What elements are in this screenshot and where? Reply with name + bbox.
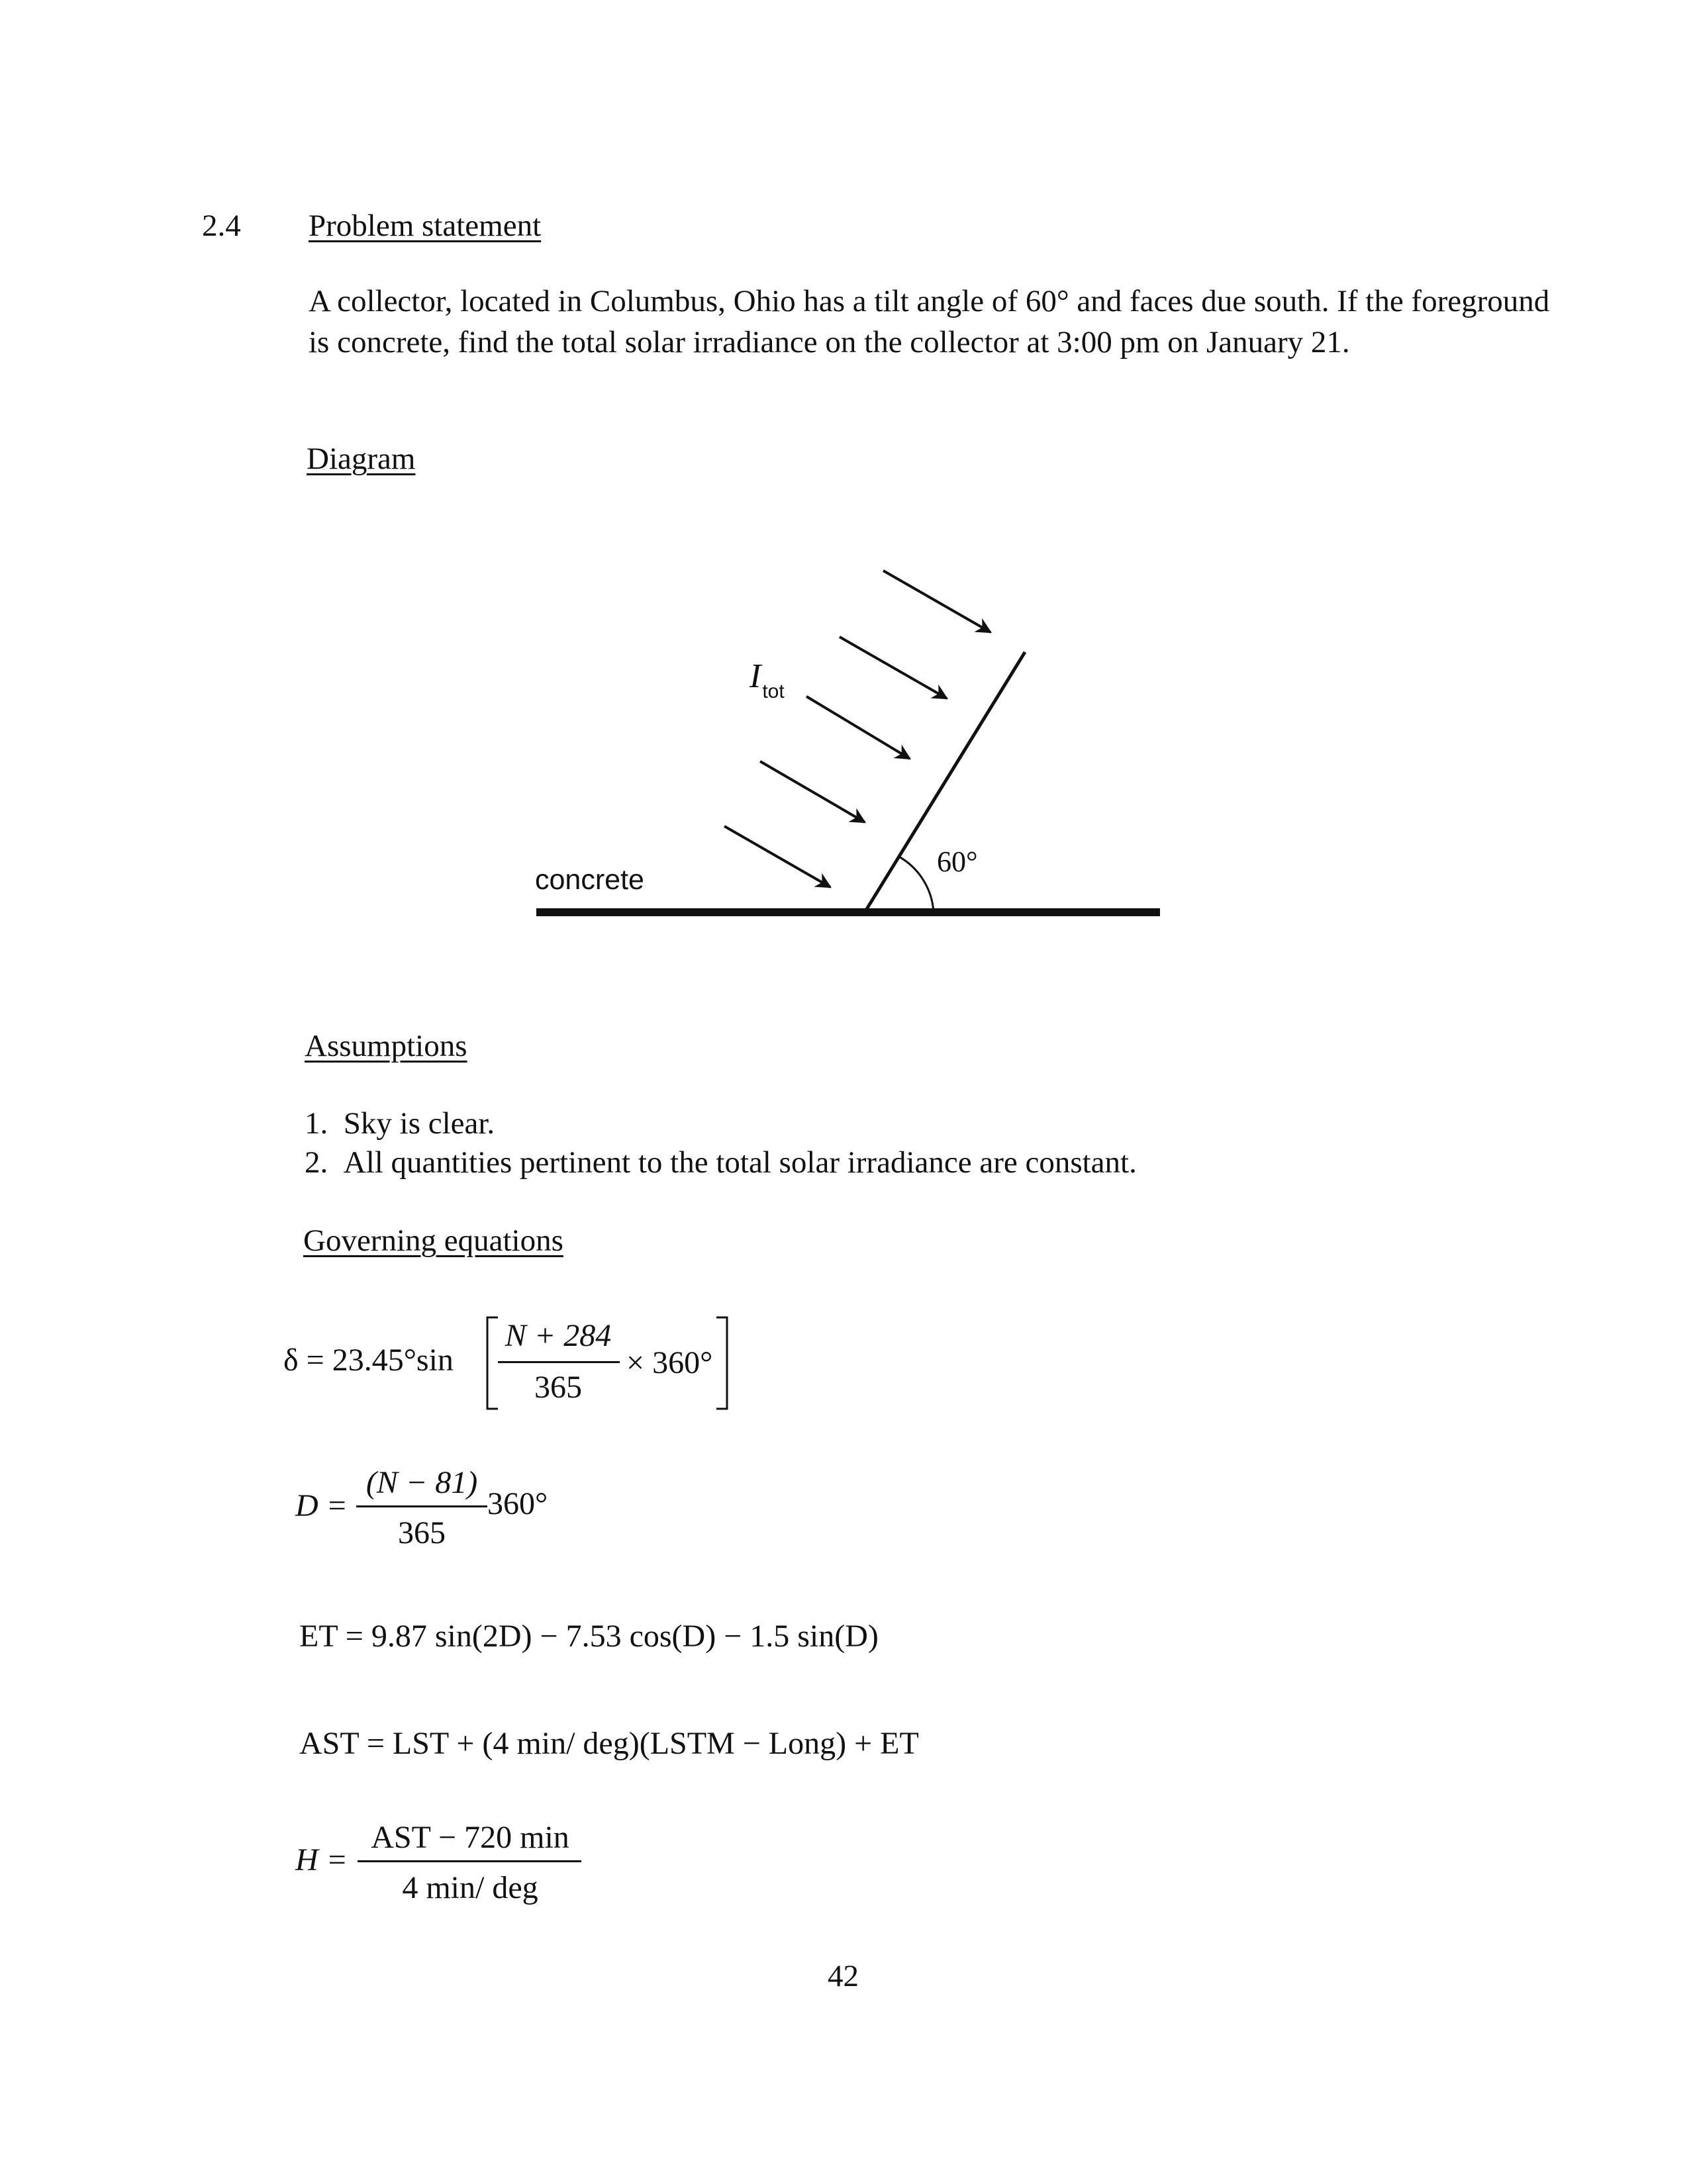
assumptions-heading: Assumptions [305,1029,467,1063]
page-number: 42 [828,1959,859,1993]
irradiance-subscript: tot [762,681,785,702]
fraction-bar [358,1860,581,1862]
equation-lhs: D = [295,1488,348,1523]
equation-of-time: ET = 9.87 sin(2D) − 7.53 cos(D) − 1.5 sin(D) [299,1619,879,1654]
apparent-solar-time-equation: AST = LST + (4 min/ deg)(LSTM − Long) + ET [299,1726,919,1761]
fraction-denominator: 365 [398,1515,446,1550]
equation-tail: 360° [487,1486,548,1521]
assumption-item: 1. Sky is clear. [305,1106,495,1141]
fraction-denominator: 365 [534,1370,582,1405]
diagram-heading: Diagram [307,442,416,476]
fraction-numerator: AST − 720 min [371,1820,569,1855]
assumption-item: 2. All quantities pertinent to the total solar irradiance are constant. [305,1145,1137,1180]
angle-label: 60° [937,845,978,878]
fraction-denominator: 4 min/ deg [402,1870,538,1905]
equation-lhs: δ = 23.45°sin [283,1343,454,1378]
equation-lhs: H = [295,1842,348,1877]
section-heading: Problem statement [309,209,542,243]
equations-heading: Governing equations [303,1223,563,1258]
fraction-numerator: N + 284 [505,1318,612,1353]
equation-tail: × 360° [626,1345,713,1380]
ground-label: concrete [535,864,644,896]
irradiance-label: $I_{tot}$ [750,657,785,702]
problem-statement: A collector, located in Columbus, Ohio has a tilt angle of 60° and faces due south. If the foreground is concrete, find the total solar irradiance on the collector at 3:00 pm on January 21. [309,284,1550,359]
fraction-numerator: (N − 81) [365,1465,478,1500]
section-number: 2.4 [202,209,241,243]
fraction-bar [356,1505,487,1507]
fraction-bar [498,1361,620,1363]
